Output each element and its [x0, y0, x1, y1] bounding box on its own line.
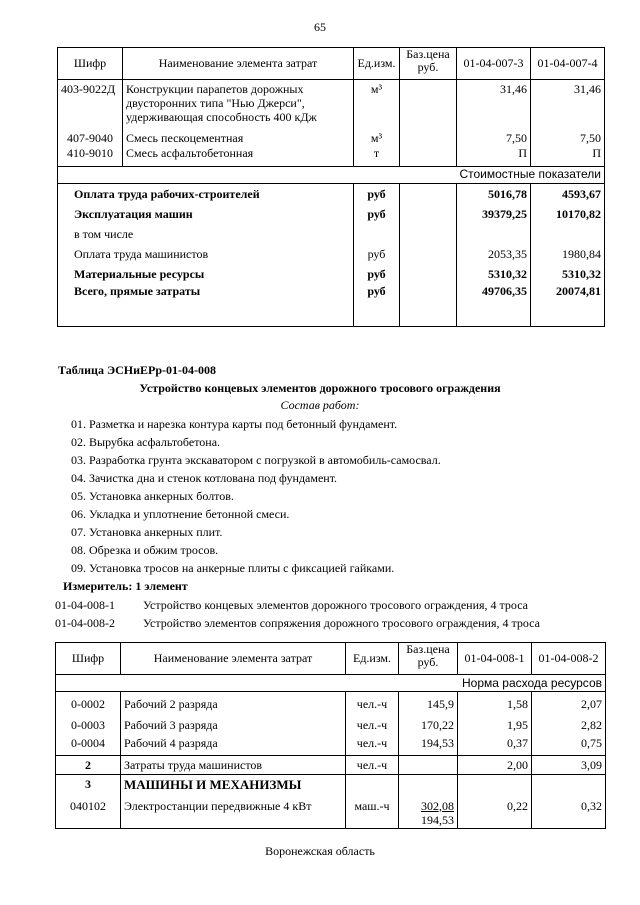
total-col2: 20074,81 — [531, 282, 605, 326]
cell-col1: 7,50 — [457, 124, 531, 146]
cell-name: МАШИНЫ И МЕХАНИЗМЫ — [121, 775, 346, 795]
work-item: 02. Вырубка асфальтобетона. — [71, 435, 221, 449]
cell-code: 040102 — [56, 795, 121, 829]
total-col1: 2053,35 — [457, 242, 531, 262]
cell-col1 — [458, 775, 532, 795]
work-item: 06. Укладка и уплотнение бетонной смеси. — [71, 507, 290, 521]
total-base — [400, 242, 457, 262]
composition-heading: Состав работ: — [280, 398, 360, 412]
cell-name: Рабочий 3 разряда — [121, 712, 346, 733]
total-unit — [354, 222, 400, 242]
header-name: Наименование элемента затрат — [123, 48, 354, 80]
totals-row — [58, 202, 605, 222]
totals-row — [58, 183, 605, 202]
table-row — [56, 712, 606, 733]
cell-col2: 0,32 — [532, 795, 606, 829]
cell-col1: 0,22 — [458, 795, 532, 829]
cell-code: 0-0004 — [56, 733, 121, 756]
cell-base: 170,22 — [399, 712, 458, 733]
totals-row — [58, 262, 605, 282]
cell-name: Затраты труда машинистов — [121, 756, 346, 775]
cell-col2: 2,07 — [532, 692, 606, 712]
work-item: 08. Обрезка и обжим тросов. — [71, 543, 219, 557]
work-item: 05. Установка анкерных болтов. — [71, 489, 234, 503]
section-label: Норма расхода ресурсов — [56, 675, 606, 692]
cell-base: 194,53 — [399, 733, 458, 756]
cell-name: Электростанции передвижные 4 кВт — [121, 795, 346, 829]
total-unit: руб — [354, 282, 400, 326]
cell-code: 3 — [56, 775, 121, 795]
section-label: Стоимостные показатели — [58, 166, 605, 183]
cell-base — [399, 756, 458, 775]
table-row — [58, 80, 605, 125]
norm-description: Устройство концевых элементов дорожного тросового ограждения, 4 троса — [143, 598, 528, 612]
cell-col1: 1,58 — [458, 692, 532, 712]
cell-name: Смесь асфальтобетонная — [123, 146, 354, 166]
cell-name: Рабочий 4 разряда — [121, 733, 346, 756]
cell-unit: маш.-ч — [346, 795, 399, 829]
total-col2: 4593,67 — [531, 183, 605, 202]
table-bottom — [55, 642, 606, 829]
cell-col1: П — [457, 146, 531, 166]
table-row — [56, 795, 606, 829]
total-base — [400, 262, 457, 282]
table-row — [58, 124, 605, 146]
total-name: Всего, прямые затраты — [58, 282, 354, 326]
total-unit: руб — [354, 262, 400, 282]
table-row — [58, 146, 605, 166]
cell-code: 0-0003 — [56, 712, 121, 733]
totals-row — [58, 222, 605, 242]
table-row — [56, 756, 606, 775]
cell-base: 302,08 194,53 — [399, 795, 458, 829]
total-name: в том числе — [58, 222, 354, 242]
total-name: Оплата труда машинистов — [58, 242, 354, 262]
totals-row — [58, 242, 605, 262]
header-name: Наименование элемента затрат — [121, 643, 346, 675]
cell-code: 0-0002 — [56, 692, 121, 712]
cell-unit: т — [354, 146, 400, 166]
total-unit: руб — [354, 183, 400, 202]
header-base: Баз.цена руб. — [400, 48, 457, 80]
total-unit: руб — [354, 202, 400, 222]
cell-name: Рабочий 2 разряда — [121, 692, 346, 712]
cell-col2: П — [531, 146, 605, 166]
norm-code: 01-04-008-1 — [55, 598, 115, 612]
section-label-row — [56, 675, 606, 692]
table-row — [56, 692, 606, 712]
total-name: Оплата труда рабочих-строителей — [58, 183, 354, 202]
section-label-row — [58, 166, 605, 183]
total-base — [400, 222, 457, 242]
cell-col2: 2,82 — [532, 712, 606, 733]
table-row — [56, 733, 606, 756]
total-base — [400, 282, 457, 326]
total-col2: 10170,82 — [531, 202, 605, 222]
cell-unit: м³ — [354, 80, 400, 125]
cell-code: 403-9022Д — [58, 80, 123, 125]
header-code: Шифр — [58, 48, 123, 80]
cell-unit: чел.-ч — [346, 712, 399, 733]
norm-code: 01-04-008-2 — [55, 616, 115, 630]
header-col2: 01-04-007-4 — [531, 48, 605, 80]
totals-row — [58, 282, 605, 326]
cell-col2 — [532, 775, 606, 795]
cell-unit: чел.-ч — [346, 756, 399, 775]
work-item: 01. Разметка и нарезка контура карты под бетонный фундамент. — [71, 417, 398, 431]
table-id-heading: Таблица ЭСНиЕРр-01-04-008 — [58, 363, 217, 377]
total-col1: 5016,78 — [457, 183, 531, 202]
total-name: Материальные ресурсы — [58, 262, 354, 282]
cell-base — [399, 775, 458, 795]
total-col1: 5310,32 — [457, 262, 531, 282]
total-col1: 39379,25 — [457, 202, 531, 222]
header-unit: Ед.изм. — [346, 643, 399, 675]
total-base — [400, 202, 457, 222]
page-number: 65 — [314, 20, 326, 34]
total-unit: руб — [354, 242, 400, 262]
header-base: Баз.цена руб. — [399, 643, 458, 675]
total-col2 — [531, 222, 605, 242]
cell-name: Смесь пескоцементная — [123, 124, 354, 146]
cell-code: 2 — [56, 756, 121, 775]
cell-unit: чел.-ч — [346, 692, 399, 712]
work-item: 09. Установка тросов на анкерные плиты с фиксацией гайками. — [71, 561, 395, 575]
total-col2: 5310,32 — [531, 262, 605, 282]
cell-unit — [346, 775, 399, 795]
section-title: Устройство концевых элементов дорожного тросового ограждения — [139, 381, 501, 395]
cell-col2: 0,75 — [532, 733, 606, 756]
work-item: 03. Разработка грунта экскаватором с погрузкой в автомобиль-самосвал. — [71, 453, 441, 467]
cell-col2: 3,09 — [532, 756, 606, 775]
header-col1: 01-04-008-1 — [458, 643, 532, 675]
cell-unit: чел.-ч — [346, 733, 399, 756]
cell-base — [400, 146, 457, 166]
cell-code: 410-9010 — [58, 146, 123, 166]
header-col2: 01-04-008-2 — [532, 643, 606, 675]
table-header-row — [56, 643, 606, 675]
total-base — [400, 183, 457, 202]
table-header-row — [58, 48, 605, 80]
cell-name: Конструкции парапетов дорожных двусторонних типа "Нью Джерси", удерживающая способность 400 кДж — [123, 80, 354, 125]
work-item: 04. Зачистка дна и стенок котлована под фундамент. — [71, 471, 338, 485]
meter-line: Измеритель: 1 элемент — [63, 579, 188, 593]
header-unit: Ед.изм. — [354, 48, 400, 80]
cell-base — [400, 80, 457, 125]
cell-col1: 31,46 — [457, 80, 531, 125]
header-code: Шифр — [56, 643, 121, 675]
cell-col1: 0,37 — [458, 733, 532, 756]
norm-description: Устройство элементов сопряжения дорожного тросового ограждения, 4 троса — [143, 616, 540, 630]
cell-base: 145,9 — [399, 692, 458, 712]
work-item: 07. Установка анкерных плит. — [71, 525, 223, 539]
total-col1 — [457, 222, 531, 242]
group-row — [56, 775, 606, 795]
total-col1: 49706,35 — [457, 282, 531, 326]
total-name: Эксплуатация машин — [58, 202, 354, 222]
cell-code: 407-9040 — [58, 124, 123, 146]
cell-col1: 1,95 — [458, 712, 532, 733]
cell-unit: м³ — [354, 124, 400, 146]
cell-base — [400, 124, 457, 146]
page-footer: Воронежская область — [265, 844, 375, 858]
header-col1: 01-04-007-3 — [457, 48, 531, 80]
cell-col1: 2,00 — [458, 756, 532, 775]
cell-col2: 31,46 — [531, 80, 605, 125]
total-col2: 1980,84 — [531, 242, 605, 262]
cell-col2: 7,50 — [531, 124, 605, 146]
table-top — [57, 47, 605, 327]
